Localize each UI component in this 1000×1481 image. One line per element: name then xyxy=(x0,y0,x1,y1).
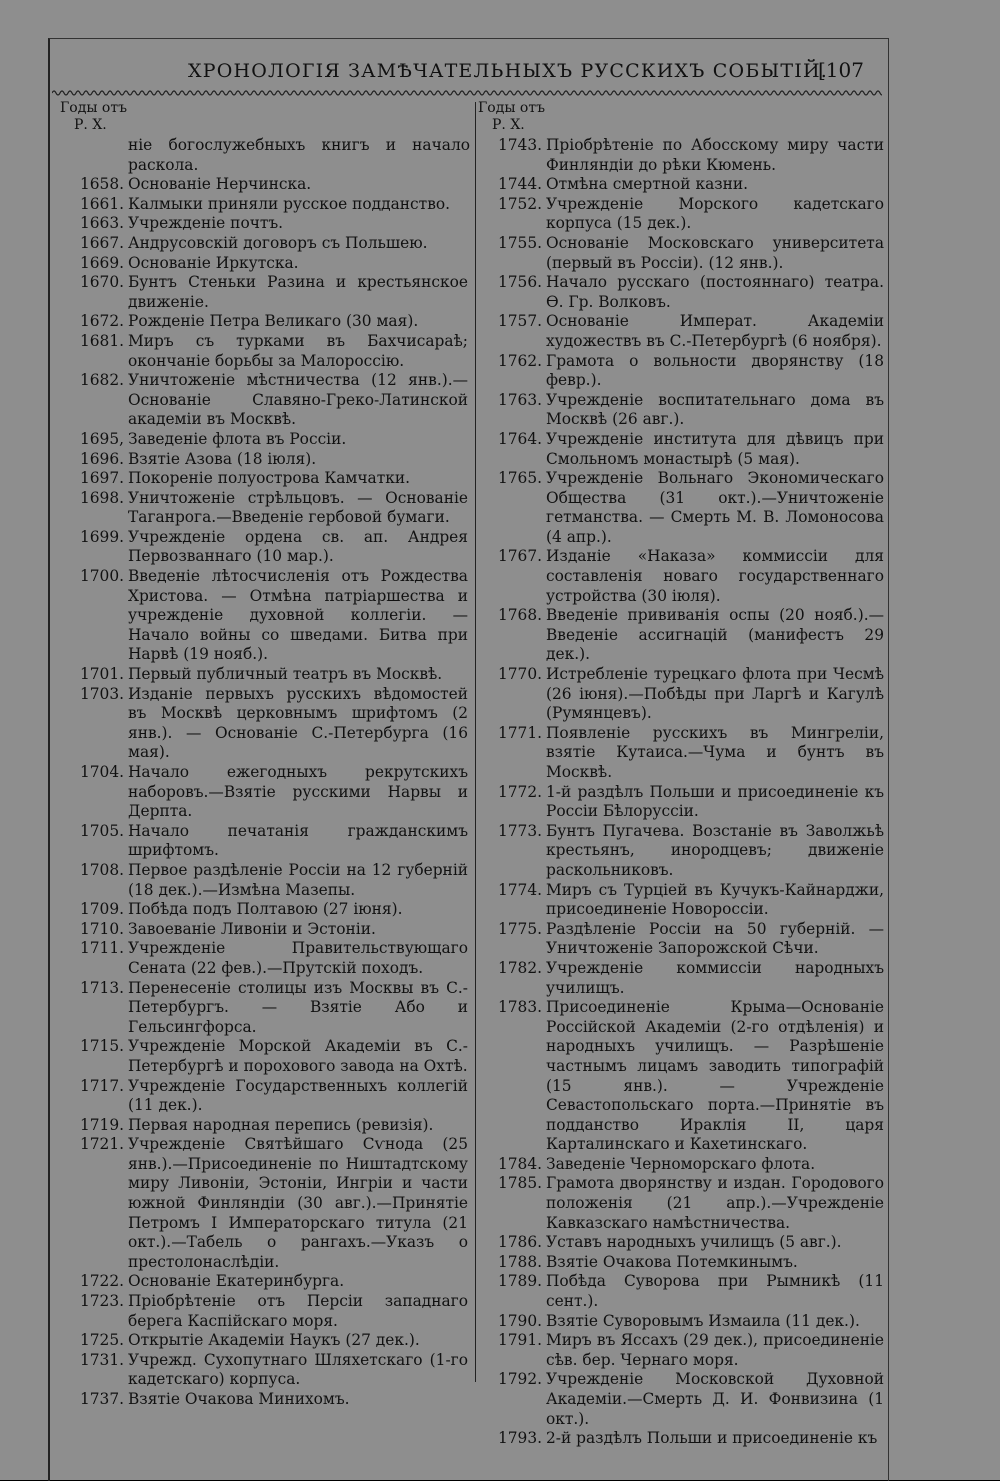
entry-year: 1762. xyxy=(497,351,542,370)
entry-text: Введеніе лѣтосчисленія отъ Рождества Христова. — Отмѣна патріаршества и учрежденіе духовной коллегіи. — Начало войны со шведами. Битва при Нарвѣ (19 нояб.). xyxy=(128,567,468,664)
entry-year: 1701. xyxy=(79,665,124,684)
entry-text: Пріобрѣтеніе по Абосскому миру части Финляндіи до рѣки Кюмень. xyxy=(546,136,884,174)
entry-text: Учрежденіе Морской Академіи въ С.-Петербургѣ и порохового завода на Охтѣ. xyxy=(128,1037,468,1075)
chronology-entry xyxy=(60,763,470,822)
entry-text: Учрежденіе Святѣйшаго Сѵнода (25 янв.).—Присоединеніе по Ништадтскому миру Ливоніи, Эстоніи, Ингріи и части южной Финляндіи (30 авг.).—Принятіе Петромъ I Императорскаго титула (21 окт.).—Табель о рангахъ.—Указъ о престолонаслѣдіи. xyxy=(128,1135,468,1271)
chronology-entry xyxy=(60,861,470,900)
chronology-entry xyxy=(60,1077,470,1116)
chronology-entry xyxy=(478,1253,886,1273)
continuation-text: ніе богослужебныхъ книгъ и начало раскола. xyxy=(128,136,470,174)
chronology-entry xyxy=(478,822,886,881)
chronology-entry xyxy=(478,430,886,469)
entry-year: 1768. xyxy=(497,606,542,625)
entry-year: 1743. xyxy=(497,136,542,154)
entry-year: 1752. xyxy=(497,194,542,213)
entry-year: 1661. xyxy=(79,194,124,213)
entry-year: 1744. xyxy=(497,175,542,194)
chronology-entry xyxy=(478,1331,886,1370)
entry-year: 1786. xyxy=(497,1233,542,1252)
entry-year: 1784. xyxy=(497,1154,542,1173)
chronology-entry xyxy=(60,469,470,489)
entry-text: Начало ежегодныхъ рекрутскихъ наборовъ.—Взятіе русскими Нарвы и Дерпта. xyxy=(128,763,468,821)
chronology-entry xyxy=(60,1116,470,1136)
left-column xyxy=(60,100,470,1410)
right-entry-list xyxy=(478,136,886,1449)
chronology-entry xyxy=(478,959,886,998)
entry-text: 2-й раздѣлъ Польши и присоединеніе къ xyxy=(546,1429,878,1448)
entry-text: Миръ съ Турціей въ Кучукъ-Кайнарджи, присоединеніе Новороссіи. xyxy=(546,880,884,919)
chronology-entry xyxy=(60,920,470,940)
entry-text: Завоеваніе Ливоніи и Эстоніи. xyxy=(128,919,376,938)
entry-year: 1756. xyxy=(497,273,542,292)
entry-year: 1695, xyxy=(79,429,124,448)
chronology-entry xyxy=(60,528,470,567)
entry-year: 1710. xyxy=(79,919,124,938)
chronology-entry xyxy=(60,1272,470,1292)
entry-year: 1721. xyxy=(79,1135,124,1154)
entry-year: 1765. xyxy=(497,469,542,488)
entry-year: 1705. xyxy=(79,821,124,840)
entry-year: 1731. xyxy=(79,1350,124,1369)
entry-text: Взятіе Очакова Минихомъ. xyxy=(128,1390,350,1408)
entry-year: 1699. xyxy=(79,527,124,546)
entry-year: 1755. xyxy=(497,233,542,252)
entry-text: Рожденіе Петра Великаго (30 мая). xyxy=(128,312,419,331)
chronology-entry xyxy=(60,567,470,665)
entry-year: 1725. xyxy=(79,1331,124,1350)
entry-year: 1788. xyxy=(497,1252,542,1271)
entry-text: Покореніе полуострова Камчатки. xyxy=(128,469,411,488)
chronology-entry xyxy=(478,175,886,195)
entry-text: Взятіе Очакова Потемкинымъ. xyxy=(546,1252,798,1271)
entry-year: 1775. xyxy=(497,919,542,938)
entry-year: 1723. xyxy=(79,1292,124,1311)
entry-text: Истребленіе турецкаго флота при Чесмѣ (26 іюня).—Побѣды при Ларгѣ и Кагулѣ (Румянцевъ). xyxy=(546,665,884,723)
chronology-entry xyxy=(478,1370,886,1429)
entry-text: Первый публичный театръ въ Москвѣ. xyxy=(128,665,443,684)
chronology-entry xyxy=(478,881,886,920)
entry-text: Учрежденіе Правительствующаго Сената (22 фев.).—Прутскій походъ. xyxy=(128,939,468,977)
entry-year: 1717. xyxy=(79,1076,124,1095)
entry-year: 1697. xyxy=(79,469,124,488)
chronology-entry xyxy=(478,469,886,547)
entry-year: 1791. xyxy=(497,1331,542,1350)
entry-text: Учрежд. Сухопутнаго Шляхетскаго (1-го кадетскаго) корпуса. xyxy=(128,1350,468,1389)
entry-text: Побѣда Суворова при Рымникѣ (11 сент.). xyxy=(546,1272,884,1311)
chronology-entry xyxy=(60,979,470,1038)
chronology-entry xyxy=(478,195,886,234)
chronology-entry xyxy=(478,665,886,724)
entry-year: 1737. xyxy=(79,1390,124,1408)
entry-text: Учрежденіе воспитательнаго дома въ Москвѣ (26 авг.). xyxy=(546,390,884,429)
entry-text: Начало печатанія гражданскимъ шрифтомъ. xyxy=(128,821,468,860)
entry-text: Учрежденіе Московской Духовной Академіи.—Смерть Д. И. Фонвизина (1 окт.). xyxy=(546,1370,884,1428)
entry-text: Калмыки приняли русское подданство. xyxy=(128,194,451,213)
entry-year: 1682. xyxy=(79,371,124,390)
entry-text: Миръ въ Яссахъ (29 дек.), присоединеніе сѣв. бер. Чернаго моря. xyxy=(546,1331,884,1369)
chronology-entry xyxy=(60,1292,470,1331)
chronology-entry xyxy=(60,214,470,234)
entry-text: Учрежденіе Морского кадетскаго корпуса (15 дек.). xyxy=(546,194,884,233)
chronology-entry xyxy=(60,685,470,763)
entry-year: 1713. xyxy=(79,978,124,997)
entry-text: Учрежденіе института для дѣвицъ при Смольномъ монастырѣ (5 мая). xyxy=(546,429,884,468)
chronology-entry xyxy=(478,783,886,822)
entry-text: Перенесеніе столицы изъ Москвы въ С.-Петербургъ. — Взятіе Або и Гельсингфорса. xyxy=(128,978,468,1036)
entry-year: 1764. xyxy=(497,429,542,448)
entry-year: 1709. xyxy=(79,900,124,919)
chronology-entry xyxy=(60,1351,470,1390)
entry-text: Первое раздѣленіе Россіи на 12 губерній (18 дек.).—Измѣна Мазепы. xyxy=(128,860,468,899)
entry-year: 1785. xyxy=(497,1174,542,1193)
running-header xyxy=(48,52,886,92)
entry-year: 1772. xyxy=(497,782,542,801)
entry-text: Уничтоженіе мѣстничества (12 янв.).— Основаніе Славяно-Греко-Латинской академіи въ Москвѣ. xyxy=(128,371,468,429)
entry-text: Присоединеніе Крыма—Основаніе Россійской Академіи (2-го отдѣленія) и народныхъ училищъ. — Разрѣшеніе частнымъ лицамъ заводить типографій (15 янв.). — Учрежденіе Севастопольскаго порта.—Принятіе въ подданство Ираклія II, царя Карталинскаго и Кахетинскаго. xyxy=(546,998,884,1154)
entry-text: Учрежденіе почтъ. xyxy=(128,214,284,233)
entry-year: 1790. xyxy=(497,1311,542,1330)
entry-text: Побѣда подъ Полтавою (27 іюня). xyxy=(128,900,403,919)
entry-text: Пріобрѣтеніе отъ Персіи западнаго берега Каспійскаго моря. xyxy=(128,1292,468,1330)
entry-text: Появленіе русскихъ въ Мингреліи, взятіе Кутаиса.—Чума и бунтъ въ Москвѣ. xyxy=(546,723,884,781)
entry-text: Учрежденіе ордена св. ап. Андрея Первозваннаго (10 мар.). xyxy=(128,527,468,566)
chronology-entry xyxy=(478,273,886,312)
entry-year: 1793. xyxy=(497,1429,542,1448)
entry-text: Бунтъ Пугачева. Возстаніе въ Заволжьѣ крестьянъ, инородцевъ; движеніе раскольниковъ. xyxy=(546,821,884,879)
entry-text: Взятіе Суворовымъ Измаила (11 дек.). xyxy=(546,1311,860,1330)
entry-text: Раздѣленіе Россіи на 50 губерній. — Уничтоженіе Запорожской Сѣчи. xyxy=(546,919,884,958)
chronology-entry xyxy=(60,175,470,195)
right-column xyxy=(478,100,886,1449)
entry-year: 1696. xyxy=(79,449,124,468)
header-title: ХРОНОЛОГІЯ ЗАМѢЧАТЕЛЬНЫХЪ РУССКИХЪ СОБЫТІЙ. xyxy=(188,60,828,82)
entry-text: Грамота о вольности дворянству (18 февр.). xyxy=(546,351,884,390)
entry-year: 1663. xyxy=(79,214,124,233)
chronology-entry xyxy=(60,332,470,371)
entry-year: 1782. xyxy=(497,958,542,977)
entry-year: 1715. xyxy=(79,1037,124,1056)
chronology-entry xyxy=(60,1135,470,1272)
entry-year: 1698. xyxy=(79,488,124,507)
chronology-entry xyxy=(60,1331,470,1351)
entry-year: 1767. xyxy=(497,547,542,566)
entry-text: Основаніе Императ. Академіи художествъ въ С.-Петербургѣ (6 ноября). xyxy=(546,312,884,350)
entry-year: 1773. xyxy=(497,821,542,840)
chronology-entry xyxy=(478,391,886,430)
chronology-entry xyxy=(478,1155,886,1175)
chronology-entry xyxy=(478,1272,886,1311)
entry-year: 1722. xyxy=(79,1272,124,1291)
left-column-heading xyxy=(60,100,470,134)
entry-text: Открытіе Академіи Наукъ (27 дек.). xyxy=(128,1331,420,1350)
entry-text: Грамота дворянству и издан. Городового положенія (21 апр.).—Учрежденіе Кавказскаго намѣстничества. xyxy=(546,1174,884,1232)
entry-year: 1719. xyxy=(79,1115,124,1134)
chronology-entry xyxy=(478,998,886,1155)
entry-text: Учрежденіе коммиссіи народныхъ училищъ. xyxy=(546,958,884,997)
entry-year: 1667. xyxy=(79,233,124,252)
chronology-entry xyxy=(60,234,470,254)
chronology-entry xyxy=(60,489,470,528)
entry-text: Основаніе Екатеринбурга. xyxy=(128,1272,345,1291)
entry-text: Изданіе первыхъ русскихъ вѣдомостей въ Москвѣ церковнымъ шрифтомъ (2 янв.). — Основаніе С.-Петербурга (16 мая). xyxy=(128,684,468,762)
entry-text: Основаніе Иркутска. xyxy=(128,253,299,272)
chronology-entry xyxy=(60,665,470,685)
chronology-entry xyxy=(60,900,470,920)
heading-years-from: Годы отъ xyxy=(478,100,545,116)
entry-text: Основаніе Московскаго университета (первый въ Россіи). (12 янв.). xyxy=(546,233,884,272)
entry-year: 1672. xyxy=(79,312,124,331)
entry-year: 1770. xyxy=(497,665,542,684)
chronology-entry xyxy=(478,1174,886,1233)
entry-text: Первая народная перепись (ревизія). xyxy=(128,1115,434,1134)
heading-years-from: Годы отъ xyxy=(60,100,127,116)
chronology-entry xyxy=(478,1233,886,1253)
chronology-entry xyxy=(60,195,470,215)
right-column-heading xyxy=(478,100,886,134)
entry-year: 1708. xyxy=(79,860,124,879)
entry-text: Изданіе «Наказа» коммиссіи для составленія новаго государственнаго устройства (30 іюля). xyxy=(546,547,884,605)
entry-year: 1700. xyxy=(79,567,124,586)
entry-text: Андрусовскій договоръ съ Польшею. xyxy=(128,233,428,252)
column-rule xyxy=(475,102,476,1382)
chronology-entry xyxy=(60,939,470,978)
chronology-entry xyxy=(60,1037,470,1076)
chronology-entry xyxy=(60,822,470,861)
entry-text: Заведеніе флота въ Россіи. xyxy=(128,429,347,448)
entry-year: 1757. xyxy=(497,312,542,331)
heading-era: Р. Х. xyxy=(492,117,525,133)
entry-text: Взятіе Азова (18 іюля). xyxy=(128,449,317,468)
chronology-entry xyxy=(60,254,470,274)
entry-year: 1763. xyxy=(497,390,542,409)
chronology-entry xyxy=(478,136,886,175)
chronology-entry xyxy=(60,273,470,312)
entry-year: 1711. xyxy=(79,939,124,958)
entry-year: 1792. xyxy=(497,1370,542,1389)
entry-text: Уничтоженіе стрѣльцовъ. — Основаніе Таганрога.—Введеніе гербовой бумаги. xyxy=(128,488,468,527)
chronology-entry xyxy=(478,1312,886,1332)
chronology-entry xyxy=(478,352,886,391)
entry-year: 1774. xyxy=(497,880,542,899)
wavy-divider xyxy=(52,88,882,98)
chronology-entry xyxy=(60,312,470,332)
entry-text: Бунтъ Стеньки Разина и крестьянское движеніе. xyxy=(128,273,468,311)
chronology-entry xyxy=(60,371,470,430)
entry-text: Миръ съ турками въ Бахчисараѣ; окончаніе борьбы за Малороссію. xyxy=(128,331,468,370)
page-number: [107 xyxy=(818,58,864,82)
chronology-entry xyxy=(478,312,886,351)
entry-text: Основаніе Нерчинска. xyxy=(128,175,312,194)
entry-year: 1669. xyxy=(79,253,124,272)
entry-year: 1670. xyxy=(79,273,124,292)
chronology-entry xyxy=(60,450,470,470)
chronology-entry xyxy=(60,1390,470,1410)
entry-text: Введеніе прививанія оспы (20 нояб.).— Введеніе ассигнацій (манифестъ 29 дек.). xyxy=(546,606,884,664)
chronology-entry xyxy=(478,1429,886,1449)
chronology-entry xyxy=(60,430,470,450)
entry-text: Отмѣна смертной казни. xyxy=(546,175,749,194)
entry-text: Учрежденіе Вольнаго Экономическаго Общества (31 окт.).—Уничтоженіе гетманства. — Смерть М. В. Ломоносова (4 апр.). xyxy=(546,469,884,546)
entry-text: Заведеніе Черноморскаго флота. xyxy=(546,1154,816,1173)
chronology-entry xyxy=(478,920,886,959)
entry-year: 1704. xyxy=(79,763,124,781)
chronology-entry xyxy=(478,234,886,273)
entry-text: Начало русскаго (постояннаго) театра. Ѳ. Гр. Волковъ. xyxy=(546,273,884,311)
entry-year: 1703. xyxy=(79,684,124,703)
chronology-entry xyxy=(478,547,886,606)
entry-text: Уставъ народныхъ училищъ (5 авг.). xyxy=(546,1233,842,1252)
chronology-entry xyxy=(478,606,886,665)
entry-year: 1681. xyxy=(79,331,124,350)
entry-year: 1771. xyxy=(497,723,542,742)
entry-year: 1789. xyxy=(497,1272,542,1291)
left-entry-list xyxy=(60,175,470,1409)
entry-year: 1658. xyxy=(79,175,124,194)
chronology-entry xyxy=(478,724,886,783)
entry-year: 1783. xyxy=(497,998,542,1017)
heading-era: Р. Х. xyxy=(74,117,107,133)
entry-text: 1-й раздѣлъ Польши и присоединеніе къ Россіи Бѣлоруссіи. xyxy=(546,782,884,821)
entry-text: Учрежденіе Государственныхъ коллегій (11 дек.). xyxy=(128,1076,468,1115)
